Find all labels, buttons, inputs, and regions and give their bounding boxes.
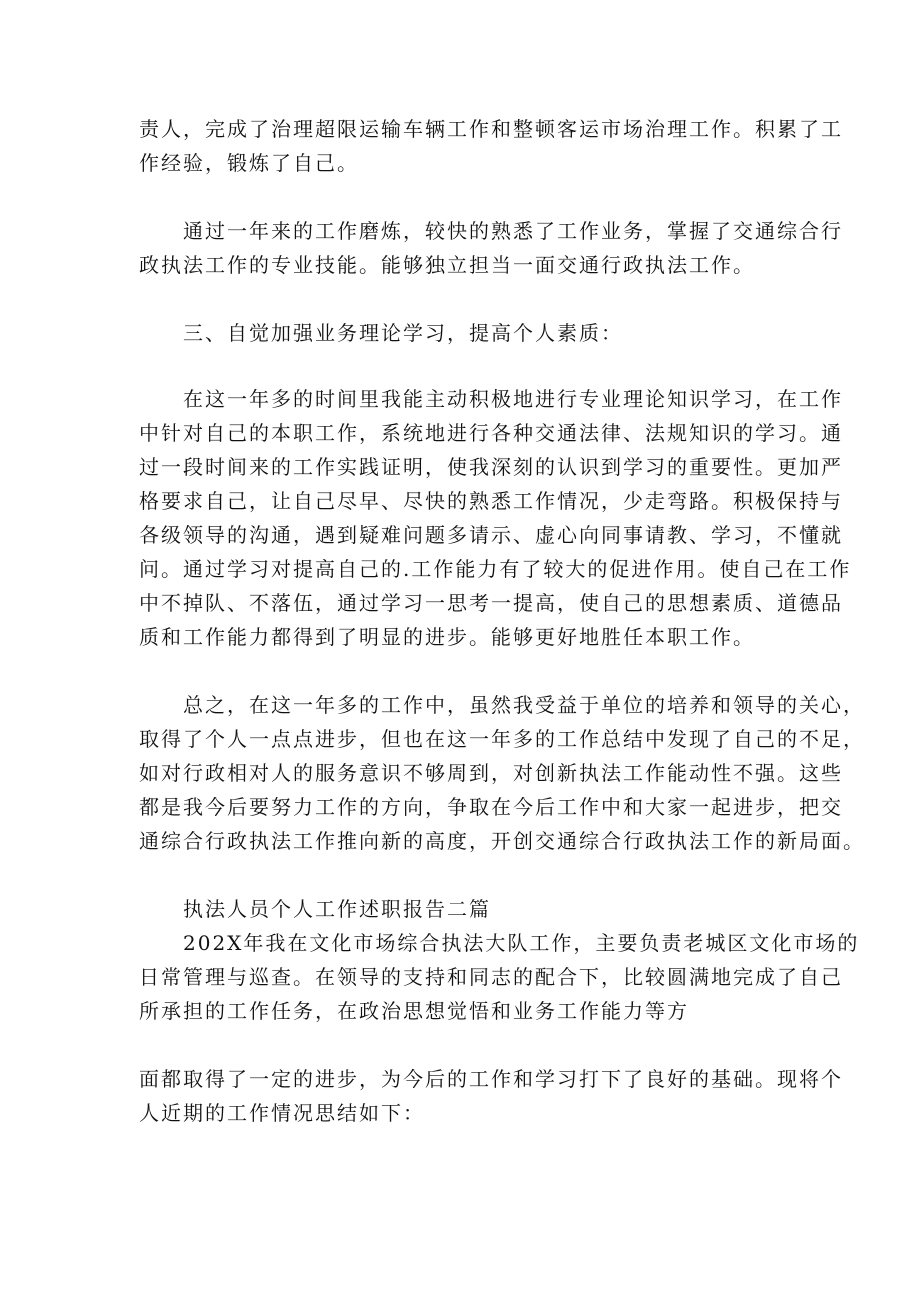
text-line: 责人，完成了治理超限运输车辆工作和整顿客运市场治理工作。积累了工 [139, 117, 843, 141]
paragraph-3 [139, 382, 852, 654]
text-line: 如对行政相对人的服务意识不够周到，对创新执法工作能动性不强。这些 [139, 761, 843, 785]
text-line: 通过一年来的工作磨炼，较快的熟悉了工作业务，掌握了交通综合行 [183, 219, 843, 243]
text-line: 政执法工作的专业技能。能够独立担当一面交通行政执法工作。 [139, 253, 755, 277]
text-line: 格要求自己，让自己尽早、尽快的熟悉工作情况，少走弯路。积极保持与 [139, 489, 843, 513]
text-line: 都是我今后要努力工作的方向，争取在今后工作中和大家一起进步，把交 [139, 795, 843, 819]
paragraph-5 [139, 926, 860, 1028]
paragraph-2 [139, 214, 843, 282]
text-line: 人近期的工作情况思结如下： [139, 1101, 425, 1125]
text-line: 中针对自己的本职工作，系统地进行各种交通法律、法规知识的学习。通 [139, 421, 843, 445]
paragraph-1 [139, 112, 843, 180]
section-heading-3: 三、自觉加强业务理论学习，提高个人素质： [183, 321, 623, 345]
text-line: 中不掉队、不落伍，通过学习一思考一提高，使自己的思想素质、道德品 [139, 591, 843, 615]
text-line: 取得了个人一点点进步，但也在这一年多的工作总结中发现了自己的不足， [139, 727, 865, 751]
text-line: 质和工作能力都得到了明显的进步。能够更好地胜任本职工作。 [139, 625, 755, 649]
text-line: 202X年我在文化市场综合执法大队工作，主要负责老城区文化市场的 [183, 931, 860, 955]
paragraph-4 [139, 688, 865, 858]
text-line: 面都取得了一定的进步，为今后的工作和学习打下了良好的基础。现将个 [139, 1067, 843, 1091]
text-line: 通综合行政执法工作推向新的高度，开创交通综合行政执法工作的新局面。 [139, 829, 865, 853]
text-line: 所承担的工作任务，在政治思想觉悟和业务工作能力等方 [139, 999, 689, 1023]
text-line: 日常管理与巡查。在领导的支持和同志的配合下，比较圆满地完成了自己 [139, 965, 843, 989]
text-line: 在这一年多的时间里我能主动积极地进行专业理论知识学习，在工作 [183, 387, 843, 411]
text-line: 各级领导的沟通，遇到疑难问题多请示、虚心向同事请教、学习，不懂就 [139, 523, 843, 547]
text-line: 作经验，锻炼了自己。 [139, 151, 359, 175]
text-line: 总之，在这一年多的工作中，虽然我受益于单位的培养和领导的关心， [183, 693, 865, 717]
report-title-2: 执法人员个人工作述职报告二篇 [183, 897, 491, 921]
text-line: 过一段时间来的工作实践证明，使我深刻的认识到学习的重要性。更加严 [139, 455, 843, 479]
text-line: 问。通过学习对提高自己的.工作能力有了较大的促进作用。使自己在工作 [139, 557, 852, 581]
paragraph-6 [139, 1062, 843, 1130]
